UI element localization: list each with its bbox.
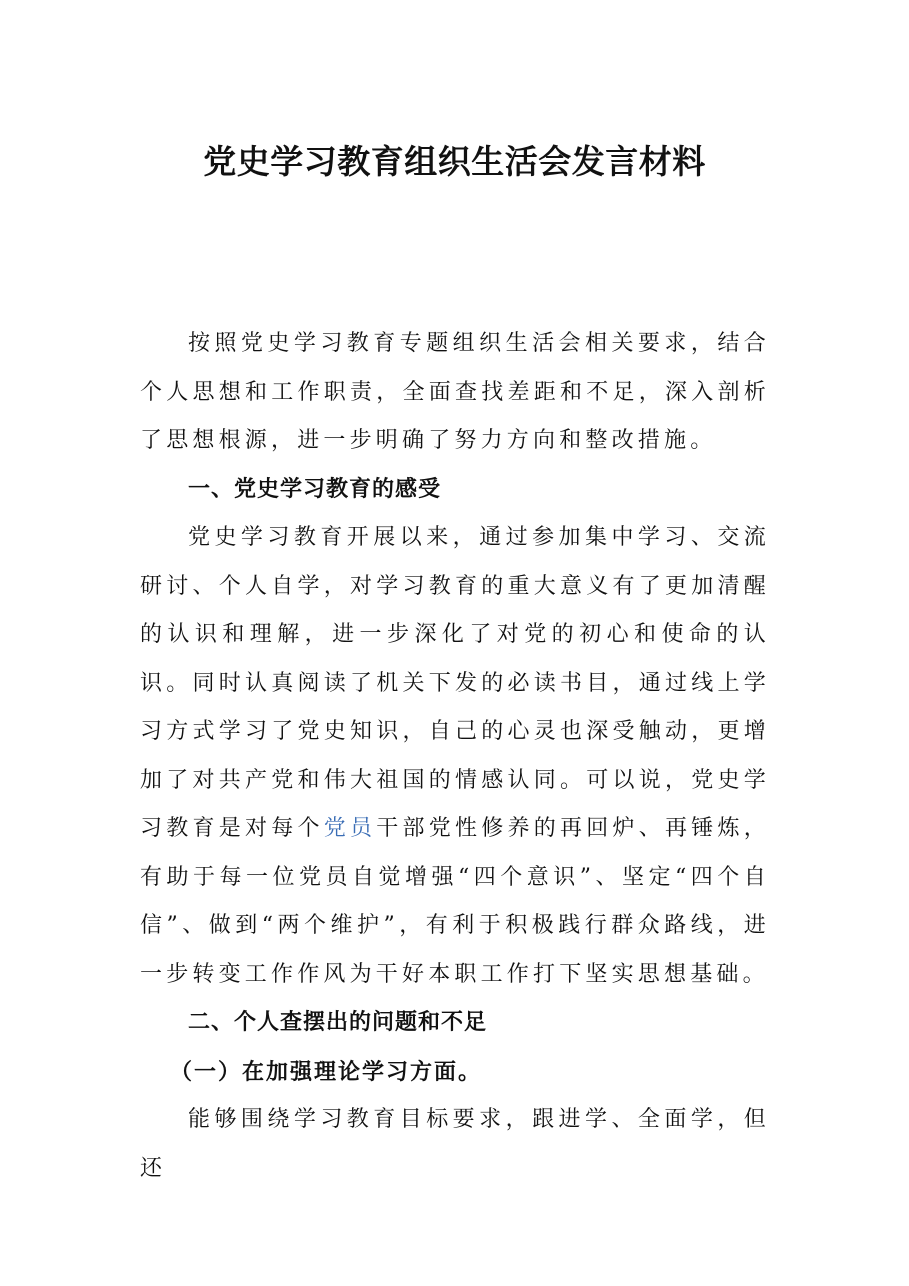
section1-heading: 一、党史学习教育的感受 bbox=[188, 476, 442, 502]
document-body bbox=[140, 320, 770, 1193]
party-member-link[interactable]: 党员 bbox=[323, 816, 377, 841]
section2-subheading-1: （一）在加强理论学习方面。 bbox=[170, 1058, 483, 1085]
section2-paragraph-1: 能够围绕学习教育目标要求，跟进学、全面学，但还 bbox=[140, 1107, 770, 1181]
section1-text-after-link: 干部党性修养的再回炉、再锤炼，有助于每一位党员自觉增强“四个意识”、坚定“四个自信”、做到“两个维护”，有利于积极践行群众路线，进一步转变工作作风为干好本职工作打下坚实思想基础。 bbox=[140, 816, 770, 987]
section2-heading: 二、个人查摆出的问题和不足 bbox=[188, 1010, 488, 1035]
document-title: 党史学习教育组织生活会发言材料 bbox=[203, 142, 706, 181]
section1-text-before-link: 党史学习教育开展以来，通过参加集中学习、交流研讨、个人自学，对学习教育的重大意义有了更加清醒的认识和理解，进一步深化了对党的初心和使命的认识。同时认真阅读了机关下发的必读书目，通过线上学习方式学习了党史知识，自己的心灵也深受触动，更增加了对共产党和伟大祖国的情感认同。可以说，党史学习教育是对每个 bbox=[140, 525, 770, 841]
intro-paragraph: 按照党史学习教育专题组织生活会相关要求，结合个人思想和工作职责，全面查找差距和不足，深入剖析了思想根源，进一步明确了努力方向和整改措施。 bbox=[140, 331, 770, 453]
section1-paragraph bbox=[140, 514, 770, 999]
